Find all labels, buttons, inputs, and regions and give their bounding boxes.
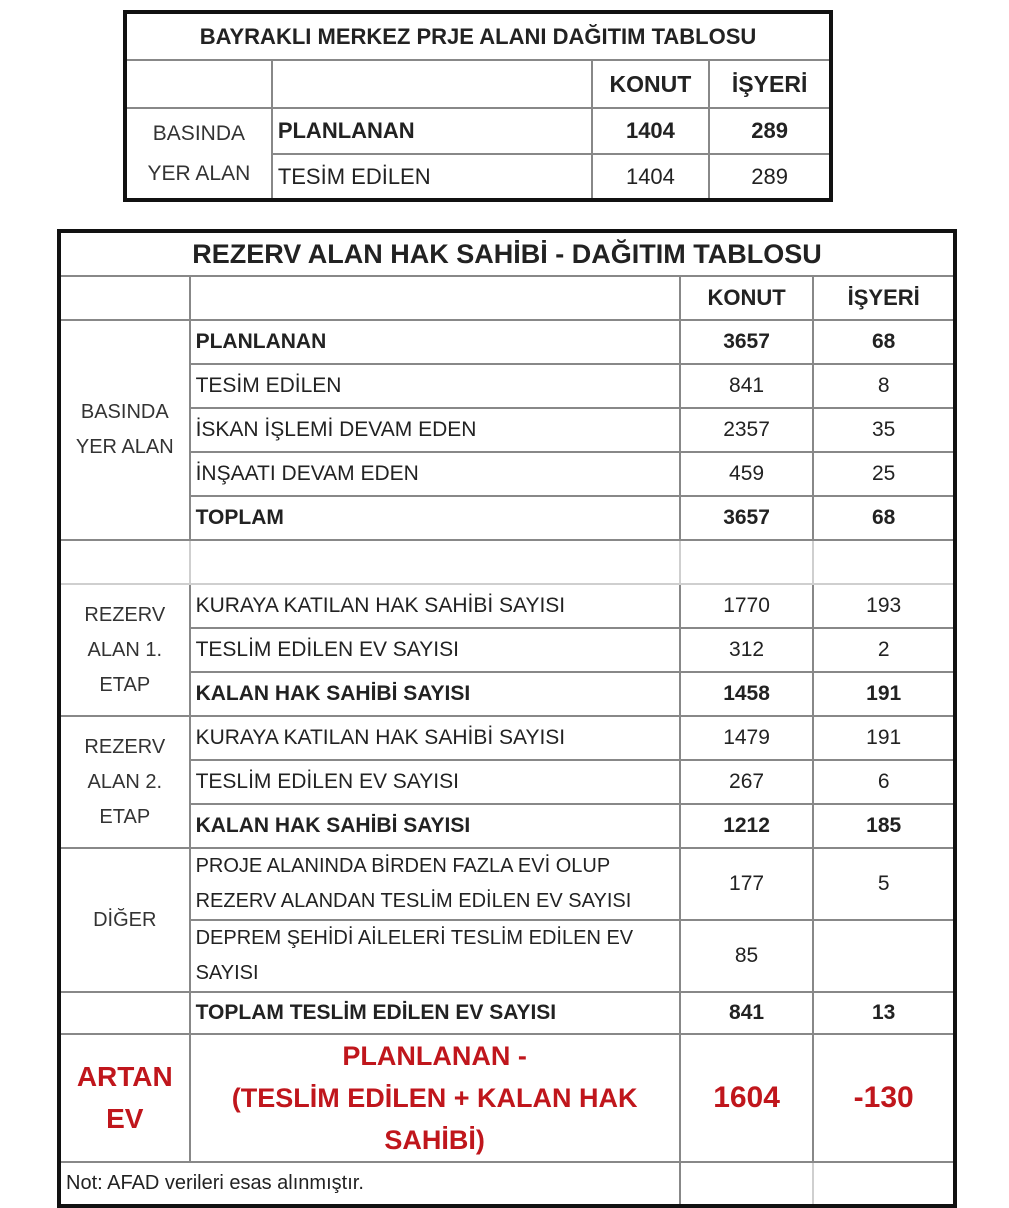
artan-line: ARTAN <box>76 1061 173 1092</box>
isyeri-value: 68 <box>813 496 955 540</box>
column-header-konut: KONUT <box>592 60 710 108</box>
group-label-line: ETAP <box>99 805 151 828</box>
column-header-isyeri: İŞYERİ <box>709 60 831 108</box>
column-header-isyeri: İŞYERİ <box>813 276 955 320</box>
artan-ev-label <box>59 1034 190 1162</box>
footnote: Not: AFAD verileri esas alınmıştır. <box>59 1162 680 1206</box>
konut-value: 1458 <box>680 672 814 716</box>
group-label-diger: DİĞER <box>59 848 190 992</box>
konut-value: 841 <box>680 364 814 408</box>
group-label-basinda <box>59 320 190 540</box>
project-area-distribution-table <box>123 10 833 202</box>
isyeri-value: 13 <box>813 992 955 1034</box>
group-label-line: ETAP <box>99 673 151 696</box>
group-label-line: BASINDA <box>80 401 169 423</box>
konut-value: 1770 <box>680 584 814 628</box>
isyeri-value: 68 <box>813 320 955 364</box>
konut-value: 1212 <box>680 804 814 848</box>
row-label: İNŞAATI DEVAM EDEN <box>190 452 680 496</box>
konut-value: 2357 <box>680 408 814 452</box>
group-label-line: REZERV <box>84 603 166 626</box>
empty-cell <box>680 540 814 584</box>
konut-value: 841 <box>680 992 814 1034</box>
group-label-basinda <box>125 108 272 200</box>
isyeri-value: 289 <box>709 154 831 200</box>
konut-value: 85 <box>680 920 814 992</box>
row-label <box>190 848 680 920</box>
isyeri-value: 289 <box>709 108 831 154</box>
konut-value: 459 <box>680 452 814 496</box>
empty-cell <box>813 1162 955 1206</box>
formula-line: PLANLANAN - <box>342 1041 527 1071</box>
column-header-konut: KONUT <box>680 276 814 320</box>
empty-cell <box>190 276 680 320</box>
row-label: KALAN HAK SAHİBİ SAYISI <box>190 672 680 716</box>
group-label-etap2 <box>59 716 190 848</box>
konut-value: 3657 <box>680 496 814 540</box>
konut-value: 3657 <box>680 320 814 364</box>
konut-value: 312 <box>680 628 814 672</box>
group-label-etap1 <box>59 584 190 716</box>
row-label: TESİM EDİLEN <box>190 364 680 408</box>
group-label-line: ALAN 2. <box>87 770 163 793</box>
table-title: BAYRAKLI MERKEZ PRJE ALANI DAĞITIM TABLOSU <box>125 12 831 60</box>
isyeri-value: 5 <box>813 848 955 920</box>
artan-line: EV <box>106 1103 144 1134</box>
group-label-line: REZERV <box>84 735 166 758</box>
row-label-line: REZERV ALANDAN TESLİM EDİLEN EV SAYISI <box>195 890 632 912</box>
artan-isyeri-value: -130 <box>813 1034 955 1162</box>
isyeri-value: 25 <box>813 452 955 496</box>
isyeri-value: 193 <box>813 584 955 628</box>
row-label: TESLİM EDİLEN EV SAYISI <box>190 628 680 672</box>
empty-cell <box>190 540 680 584</box>
artan-konut-value: 1604 <box>680 1034 814 1162</box>
empty-cell <box>59 992 190 1034</box>
row-label: KURAYA KATILAN HAK SAHİBİ SAYISI <box>190 584 680 628</box>
isyeri-value: 35 <box>813 408 955 452</box>
row-label: KURAYA KATILAN HAK SAHİBİ SAYISI <box>190 716 680 760</box>
group-label-line: ALAN 1. <box>87 638 163 661</box>
row-label-line: SAYISI <box>195 962 259 984</box>
konut-value: 1404 <box>592 108 710 154</box>
empty-cell <box>272 60 592 108</box>
row-label-line: PROJE ALANINDA BİRDEN FAZLA EVİ OLUP <box>195 855 611 877</box>
row-label: TOPLAM TESLİM EDİLEN EV SAYISI <box>190 992 680 1034</box>
empty-cell <box>680 1162 814 1206</box>
formula-line: (TESLİM EDİLEN + KALAN HAK <box>231 1083 638 1113</box>
empty-cell <box>59 276 190 320</box>
konut-value: 1479 <box>680 716 814 760</box>
group-label-line: BASINDA <box>152 121 245 145</box>
reserve-area-distribution-table <box>57 229 957 1208</box>
row-label-line: DEPREM ŞEHİDİ AİLELERİ TESLİM EDİLEN EV <box>195 927 634 949</box>
row-label: TESLİM EDİLEN EV SAYISI <box>190 760 680 804</box>
row-label: KALAN HAK SAHİBİ SAYISI <box>190 804 680 848</box>
isyeri-value: 8 <box>813 364 955 408</box>
konut-value: 267 <box>680 760 814 804</box>
isyeri-value: 185 <box>813 804 955 848</box>
isyeri-value: 2 <box>813 628 955 672</box>
row-label: TOPLAM <box>190 496 680 540</box>
artan-formula <box>190 1034 680 1162</box>
row-label <box>190 920 680 992</box>
isyeri-value: 191 <box>813 716 955 760</box>
formula-line: SAHİBİ) <box>384 1125 485 1155</box>
empty-cell <box>813 920 955 992</box>
konut-value: 177 <box>680 848 814 920</box>
empty-cell <box>59 540 190 584</box>
empty-cell <box>125 60 272 108</box>
group-label-line: YER ALAN <box>147 161 251 185</box>
group-label-line: YER ALAN <box>75 436 174 458</box>
isyeri-value: 191 <box>813 672 955 716</box>
konut-value: 1404 <box>592 154 710 200</box>
isyeri-value: 6 <box>813 760 955 804</box>
empty-cell <box>813 540 955 584</box>
row-label: İSKAN İŞLEMİ DEVAM EDEN <box>190 408 680 452</box>
row-label: TESİM EDİLEN <box>272 154 592 200</box>
table-title: REZERV ALAN HAK SAHİBİ - DAĞITIM TABLOSU <box>59 231 955 276</box>
row-label: PLANLANAN <box>272 108 592 154</box>
row-label: PLANLANAN <box>190 320 680 364</box>
